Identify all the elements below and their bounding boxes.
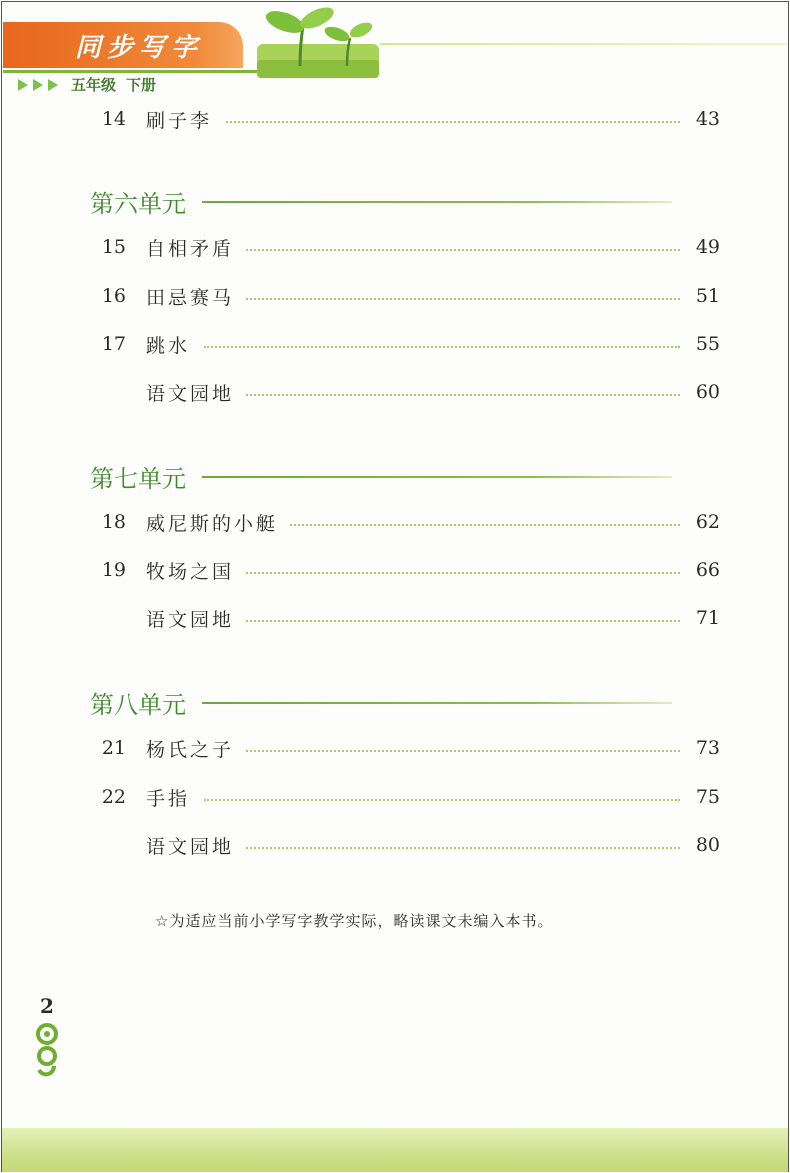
toc-entry[interactable] <box>0 830 790 860</box>
toc-entry[interactable] <box>0 782 790 812</box>
toc-entry-page: 66 <box>695 559 720 581</box>
toc-entry-title: 语文园地 <box>146 609 235 631</box>
toc-entry[interactable] <box>0 329 790 359</box>
toc-entry-title: 刷子李 <box>146 110 213 132</box>
unit-heading <box>0 459 790 495</box>
toc-entry[interactable] <box>0 555 790 585</box>
toc-leader-dots <box>246 750 680 752</box>
toc-entry-page: 43 <box>695 108 720 130</box>
page-border <box>1 1 789 1172</box>
toc-entry-title: 田忌赛马 <box>146 287 235 309</box>
toc-entry-number: 18 <box>101 511 126 533</box>
toc-entry-title: 语文园地 <box>146 836 235 858</box>
toc-leader-dots <box>246 847 680 849</box>
toc-entry[interactable] <box>0 377 790 407</box>
swirl-decoration-icon <box>34 1022 60 1078</box>
unit-title: 第七单元 <box>90 465 186 493</box>
toc-entry-number: 16 <box>101 285 126 307</box>
grade-label: 五年级 <box>71 76 117 94</box>
toc-entry-title: 杨氏之子 <box>146 739 235 761</box>
toc-leader-dots <box>204 346 680 348</box>
sprout-illustration-icon <box>255 4 385 78</box>
toc-leader-dots <box>246 620 680 622</box>
toc-leader-dots <box>204 799 680 801</box>
unit-divider <box>202 201 672 203</box>
header-divider-right <box>380 43 788 45</box>
unit-divider <box>202 702 672 704</box>
toc-entry-page: 49 <box>695 236 720 258</box>
toc-leader-dots <box>290 524 680 526</box>
bottom-band <box>2 1128 788 1172</box>
unit-heading <box>0 685 790 721</box>
toc-entry-page: 55 <box>695 333 720 355</box>
toc-entry-title: 跳水 <box>146 335 191 357</box>
toc-entry-title: 牧场之国 <box>146 561 235 583</box>
triangle-bullet-icon <box>18 79 28 91</box>
triangle-bullet-icon <box>48 79 58 91</box>
toc-entry-number: 21 <box>101 737 126 759</box>
toc-entry[interactable] <box>0 232 790 262</box>
toc-entry-page: 73 <box>695 737 720 759</box>
toc-entry-page: 75 <box>695 786 720 808</box>
toc-entry-page: 60 <box>695 381 720 403</box>
header-title: 同步写字 <box>75 33 204 63</box>
toc-entry-number: 14 <box>101 108 126 130</box>
toc-leader-dots <box>246 298 680 300</box>
toc-entry-page: 51 <box>695 285 720 307</box>
page-number: 2 <box>40 994 54 1018</box>
toc-leader-dots <box>226 121 680 123</box>
unit-title: 第八单元 <box>90 691 186 719</box>
toc-entry-number: 22 <box>101 786 126 808</box>
unit-heading <box>0 184 790 220</box>
toc-entry[interactable] <box>0 507 790 537</box>
unit-divider <box>202 476 672 478</box>
toc-entry[interactable] <box>0 281 790 311</box>
triangle-bullet-icon <box>33 79 43 91</box>
toc-leader-dots <box>246 572 680 574</box>
header-divider <box>3 70 283 73</box>
toc-entry[interactable] <box>0 104 790 134</box>
grade-row <box>18 74 156 95</box>
toc-entry-number: 17 <box>101 333 126 355</box>
toc-entry[interactable] <box>0 603 790 633</box>
unit-title: 第六单元 <box>90 190 186 218</box>
toc-entry-page: 80 <box>695 834 720 856</box>
toc-leader-dots <box>246 394 680 396</box>
term-label: 下册 <box>126 76 157 94</box>
toc-entry-title: 手指 <box>146 788 191 810</box>
toc-entry-number: 15 <box>101 236 126 258</box>
toc-entry[interactable] <box>0 733 790 763</box>
footnote: ☆为适应当前小学写字教学实际，略读课文未编入本书。 <box>155 912 554 930</box>
toc-entry-title: 语文园地 <box>146 383 235 405</box>
toc-entry-title: 威尼斯的小艇 <box>146 513 279 535</box>
toc-entry-page: 62 <box>695 511 720 533</box>
toc-entry-number: 19 <box>101 559 126 581</box>
toc-entry-page: 71 <box>695 607 720 629</box>
toc-entry-title: 自相矛盾 <box>146 238 235 260</box>
toc-leader-dots <box>246 249 680 251</box>
